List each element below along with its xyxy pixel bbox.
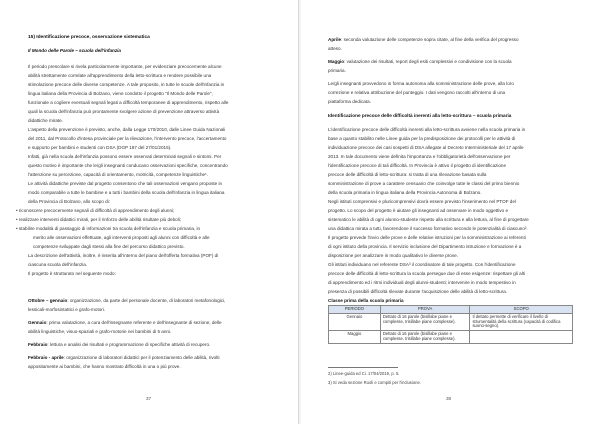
text-line — [28, 154, 221, 159]
line-text: • stabilire modalità di passaggio di informazioni tra scuola dell'infanzia e scuola primaria, in — [16, 226, 201, 231]
text-line — [328, 163, 506, 168]
text-line — [328, 68, 346, 73]
right-page — [301, 0, 600, 424]
text-line — [28, 109, 219, 114]
line-text: Il progetto prevede l'invio delle prove e delle relative istruzioni per la somministrazione ai referenti — [328, 235, 526, 240]
text-line — [28, 100, 228, 105]
line-text: Infatti, già nella scuola dell'infanzia possono essere osservati determinati segnali e sintomi. Per — [28, 154, 222, 159]
text-line — [28, 172, 208, 177]
section-title: 15) Identificazione precoce, osservazione sistematica — [28, 35, 150, 40]
text-line — [328, 46, 342, 51]
text-line — [28, 73, 211, 78]
schedule-period: Febbraio — [28, 342, 48, 347]
line-text: l'attenzione su percezione, capacità di orientamento, motricità, competenze linguistiche¹. — [28, 172, 208, 177]
line-text: di apprendimento ed i ritmi individuali degli alunni-studenti; intervenire in modo tempestivo in — [328, 280, 516, 285]
text-line — [328, 37, 519, 42]
table-row — [329, 331, 573, 344]
text-line — [28, 307, 105, 312]
text-line — [328, 172, 486, 177]
text-line — [328, 127, 525, 132]
line-text: stimolazione precoce delle diverse competenze. A tale proposito, in tutte le scuole dell'infanzia in — [28, 82, 225, 87]
text-line — [328, 99, 371, 104]
footnote-divider — [328, 367, 398, 368]
text-line — [328, 136, 515, 141]
text-line — [328, 208, 508, 213]
line-text: • riconoscere precocemente segnali di difficoltà di apprendimento degli alunni; — [16, 208, 175, 213]
text-line — [328, 271, 525, 276]
text-line — [28, 253, 218, 258]
line-text: precoce delle difficoltà di letto-scrittura: si tratta di una rilevazione basata sulla — [328, 172, 487, 177]
table-cell-scopo — [470, 331, 573, 344]
line-text: L'identificazione precoce delle difficoltà inerenti alla letto-scrittura avviene nella scuola primaria in — [328, 127, 526, 132]
text-line — [33, 235, 210, 240]
text-line — [328, 253, 458, 258]
text-line — [28, 199, 110, 204]
line-text: Gli istituti individuano nel referente DSA³ il coordinatore di tale progetto. Con l'identificazione — [328, 262, 516, 267]
line-text: della scuola primaria in lingua italiana della Provincia Autonoma di Bolzano. — [328, 190, 482, 195]
line-text: progetto. Lo scopo del progetto è aiutare gli insegnanti ad osservare in modo oggettivo e — [328, 208, 509, 213]
schedule-text: piattaforma dedicata. — [328, 99, 371, 104]
schedule-period: Gennaio — [28, 320, 47, 325]
line-text: presenza di possibili difficoltà rilevate durante l'acquisizione delle abilità di letto-scrittura. — [328, 289, 508, 294]
line-text: abilità strettamente correlate all'apprendimento della letto-scrittura e rendere possibile una — [28, 73, 212, 78]
table-header: PERIODO — [329, 306, 381, 314]
table-header: SCOPO — [470, 306, 573, 314]
line-text: del 2011, dal Protocollo d'intesa provinciale per la rilevazione, l'intervento precoce, l'accertamento — [28, 136, 227, 141]
line-text: e supporto per bambini e studenti con DSA (DGP 187 del 27/01/2015). — [28, 145, 172, 150]
schedule-period: Febbraio - aprile — [28, 355, 64, 360]
text-line — [328, 217, 529, 222]
text-line — [328, 298, 404, 303]
line-text: Il progetto è strutturato nel seguente modo: — [28, 271, 116, 276]
text-line — [33, 244, 185, 249]
text-line — [328, 262, 516, 267]
line-text: Il periodo prescolare si rivela particolarmente importante, per evidenziare precocemente alcune — [28, 64, 222, 69]
text-line — [16, 226, 200, 231]
line-text: questo motivo è importante che le/gli insegnanti conducano osservazioni specifiche, concentrando — [28, 163, 228, 168]
line-text: didattiche mirate. — [28, 118, 63, 123]
line-text: Le attività didattiche previste dal progetto consentono che tali osservazioni vengano proposte in — [28, 181, 223, 186]
text-line — [328, 181, 519, 186]
schedule-period: Ottobre – gennaio — [28, 298, 68, 303]
table-cell-prova: Dettato di 16 parole (bisillabe piane e complesse, trisillabe piane complesse). — [380, 313, 470, 330]
table-cell-period: Maggio — [329, 331, 381, 344]
text-line — [28, 136, 226, 141]
line-text: merito alle osservazioni effettuate, agli interventi proposti agli alunni con difficoltà e alle — [33, 235, 210, 240]
text-line — [328, 59, 512, 64]
table-row — [329, 313, 573, 330]
text-line — [28, 64, 222, 69]
schedule-text: : seconda valutazione delle competenze sopra citate, al fine della verifica del progresso — [341, 37, 519, 42]
text-line — [328, 235, 526, 240]
schedule-text: : prima valutazione, a cura dell'insegnante referente e dell'insegnante di sezione, delle — [46, 320, 222, 325]
text-line — [28, 298, 225, 303]
schedule-text: atteso. — [328, 46, 342, 51]
text-line — [328, 244, 521, 249]
text-line — [328, 145, 524, 150]
line-text: sistematico le abilità di ogni alunno-studente rispetto alla scrittura e alla lettura, al fine di progettare — [328, 217, 529, 222]
line-text: Classe prima della scuola primaria — [328, 298, 404, 303]
footnote: 2) Linee-guida ed Ci. 17/04/2019, p. 5. — [328, 371, 400, 376]
schedule-text: primaria. — [328, 68, 346, 73]
schedule-text: lessicali-morfosintattici e grafo-motori. — [28, 307, 106, 312]
line-text: base a quanto stabilito nelle Linee guida per la predisposizione dei protocolli per le attività di — [328, 136, 516, 141]
text-line — [28, 181, 222, 186]
line-text: somministrazione di prove a carattere censuario che coinvolge tutte le classi del primo biennio — [328, 181, 520, 186]
schedule-text: : organizzazione, da parte del personale docente, di laboratori metafonologici, — [67, 298, 226, 303]
table-header-row — [329, 306, 573, 314]
text-line — [28, 342, 210, 347]
text-line — [16, 217, 181, 222]
schedule-period: Aprile — [328, 37, 342, 42]
text-line — [28, 118, 63, 123]
text-line — [28, 163, 228, 168]
schedule-text: abilità linguistiche, visuo-spaziali e grafo-motorie nei bambini di 5 anni. — [28, 329, 172, 334]
left-page — [0, 0, 299, 424]
schedule-period: Maggio — [328, 59, 345, 64]
text-line — [28, 364, 181, 369]
schedule-text: appositamente ai bambini, che hanno mostrato difficoltà in una o più prove. — [28, 364, 181, 369]
section-subtitle: Il Mondo delle Parole – scuola dell'infanzia — [28, 48, 121, 53]
text-line — [28, 190, 225, 195]
line-text: L'aspetto della prevenzione è previsto, anche, dalla Legge 170/2010, dalle Linee Guida Nazionali — [28, 127, 226, 132]
text-line — [28, 355, 220, 360]
line-text: ciascuna scuola dell'infanzia. — [28, 262, 88, 267]
text-line — [16, 208, 174, 213]
footnote: 3) Si veda sezione Ruoli e compiti per l'inclusione. — [328, 380, 421, 385]
table-cell-prova: Dettato di 16 parole (bisillabe piane e complesse, trisillabe piane complesse). — [380, 331, 470, 344]
text-line — [28, 91, 213, 96]
text-line — [328, 199, 516, 204]
table-cell-period: Gennaio — [329, 313, 381, 330]
primary-section-heading: Identificazione precoce delle difficoltà inerenti alla letto-scrittura – scuola primaria — [328, 113, 512, 118]
text-line — [328, 90, 505, 95]
line-text: della Provincia di Bolzano, allo scopo di: — [28, 199, 110, 204]
text-line — [28, 82, 224, 87]
line-text: di ogni istituto della provincia. Il servizio inclusione del Dipartimento istruzione e formazione è a — [328, 244, 522, 249]
line-text: lingua italiana della Provincia di Bolzano, viene condotto il progetto "Il Mondo delle Parole", — [28, 91, 213, 96]
schedule-text: : lettura e analisi dei risultati e programmazione di specifiche attività di recupero. — [47, 342, 211, 347]
text-line — [328, 289, 507, 294]
line-text: 2013. In tale documento viene definita l'importanza e l'obbligatorietà dell'osservazione per — [328, 154, 511, 159]
line-text: precoce delle difficoltà di letto-scrittura la scuola persegue due di esse esigenze: rispettare gli alti — [328, 271, 526, 276]
text-line — [28, 329, 171, 334]
schedule-text: : valutazione dei risultati, report degli esiti complessivi e condivisione con la scuola — [344, 59, 512, 64]
line-text: funzionale a cogliere eventuali segnali legati a difficoltà temporanee di apprendimento, rispetto alle — [28, 100, 229, 105]
text-line — [28, 127, 225, 132]
text-line — [328, 190, 481, 195]
text-line — [328, 81, 514, 86]
page-number: 38 — [446, 396, 452, 401]
text-line — [28, 320, 222, 325]
text-line — [28, 145, 171, 150]
line-text: competenze sviluppate dagli stessi alla fine del percorso didattico previsto. — [33, 244, 185, 249]
line-text: individuazione precoce dei casi sospetti di DSA allegate al Decreto Interministeriale del 17 aprile — [328, 145, 524, 150]
text-line — [28, 262, 87, 267]
schedule-table — [328, 305, 573, 344]
schedule-text: correzione e relativa attribuzione del punteggio. I dati vengono raccolti all'interno di una — [328, 90, 506, 95]
line-text: quali la scuola dell'infanzia può prontamente svolgere azione di prevenzione attraverso attività — [28, 109, 220, 114]
table-header: PROVA — [380, 306, 470, 314]
text-line — [328, 154, 510, 159]
text-line — [328, 226, 528, 231]
text-line — [328, 280, 516, 285]
line-text: Negli istituti comprensivi e pluricomprensivi dovrà essere previsto l'inserimento nel PTOF del — [328, 199, 516, 204]
table-cell-scopo: Il dettato permette di verificare il livello di strumentalità della scrittura (capacità di codifica suono-segno). — [470, 313, 573, 330]
schedule-text: : organizzazione di laboratori didattici per il potenziamento delle abilità, rivolti — [63, 355, 220, 360]
page-number: 37 — [146, 396, 152, 401]
text-line — [28, 271, 116, 276]
line-text: La descrizione dell'attività, inoltre, è inserita all'interno del piano dell'offerta formativa (POF) di — [28, 253, 219, 258]
line-text: l'identificazione precoce di tali difficoltà. In Provincia è attivo il progetto di identificazione — [328, 163, 507, 168]
line-text: • realizzare interventi didattici mirati, per il rinforzo delle abilità risultate più deboli; — [16, 217, 182, 222]
schedule-text: Le/gli insegnanti provvedono in forma autonoma alla somministrazione delle prove, alla loro — [328, 81, 514, 86]
line-text: una didattica mirata a tutti, favorendone il successo formativo secondo le potenzialità di ciascuno². — [328, 226, 528, 231]
line-text: modo comparabile a tutte le bambine e a tutti i bambini della scuola dell'infanzia in lingua italiana — [28, 190, 225, 195]
line-text: disposizione per analizzare in modo qualitativo le diverse prove. — [328, 253, 458, 258]
